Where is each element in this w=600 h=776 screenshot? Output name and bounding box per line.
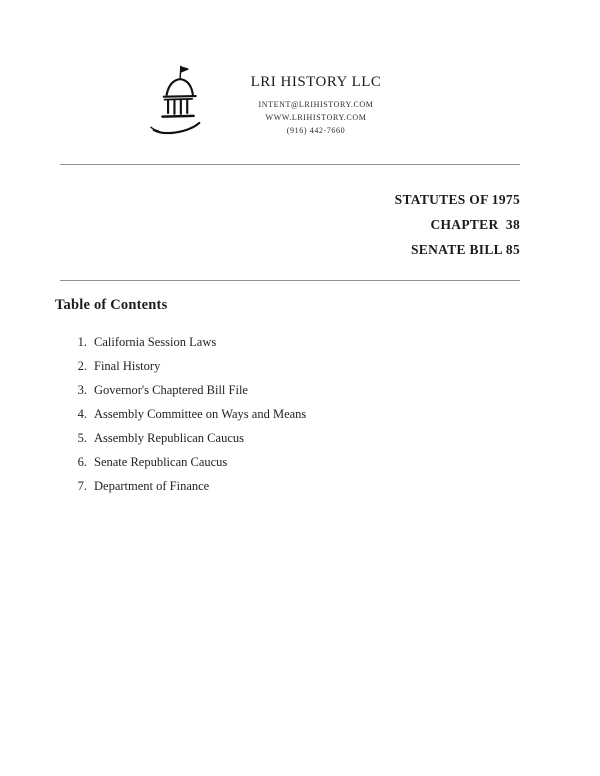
table-of-contents [55, 297, 600, 498]
toc-item-number: 7. [77, 479, 87, 493]
toc-item [69, 354, 600, 378]
toc-list [69, 330, 600, 498]
toc-item-number: 2. [77, 359, 87, 373]
toc-item [69, 450, 600, 474]
toc-title: Table of Contents [55, 297, 168, 313]
divider-bottom [60, 280, 520, 281]
statute-chapter: CHAPTER 38 [430, 217, 520, 232]
toc-item-label: Assembly Republican Caucus [94, 431, 244, 445]
toc-item-label: Final History [94, 359, 161, 373]
toc-item-label: California Session Laws [94, 335, 217, 349]
statute-year: STATUTES OF 1975 [394, 192, 520, 207]
company-phone: (916) 442-7660 [286, 126, 346, 135]
toc-item-label: Assembly Committee on Ways and Means [94, 407, 307, 421]
company-name: LRI HISTORY LLC [250, 74, 382, 90]
toc-item-label: Governor's Chaptered Bill File [94, 383, 248, 397]
toc-item [69, 426, 600, 450]
letterhead [0, 0, 600, 140]
firm-contact-block [236, 62, 396, 137]
toc-item-number: 6. [77, 455, 87, 469]
capitol-logo-icon [142, 62, 214, 140]
toc-item [69, 330, 600, 354]
statute-block [0, 187, 520, 262]
statute-bill: SENATE BILL 85 [411, 242, 520, 257]
company-email: INTENT@LRIHISTORY.COM [258, 100, 374, 109]
company-website: WWW.LRIHISTORY.COM [265, 113, 367, 122]
toc-item-number: 4. [77, 407, 87, 421]
toc-item [69, 378, 600, 402]
toc-item-number: 3. [77, 383, 87, 397]
toc-item-number: 5. [77, 431, 87, 445]
divider-top [60, 164, 520, 165]
toc-item [69, 474, 600, 498]
toc-item-label: Senate Republican Caucus [94, 455, 228, 469]
toc-item-label: Department of Finance [94, 479, 210, 493]
toc-item-number: 1. [77, 335, 87, 349]
toc-item [69, 402, 600, 426]
